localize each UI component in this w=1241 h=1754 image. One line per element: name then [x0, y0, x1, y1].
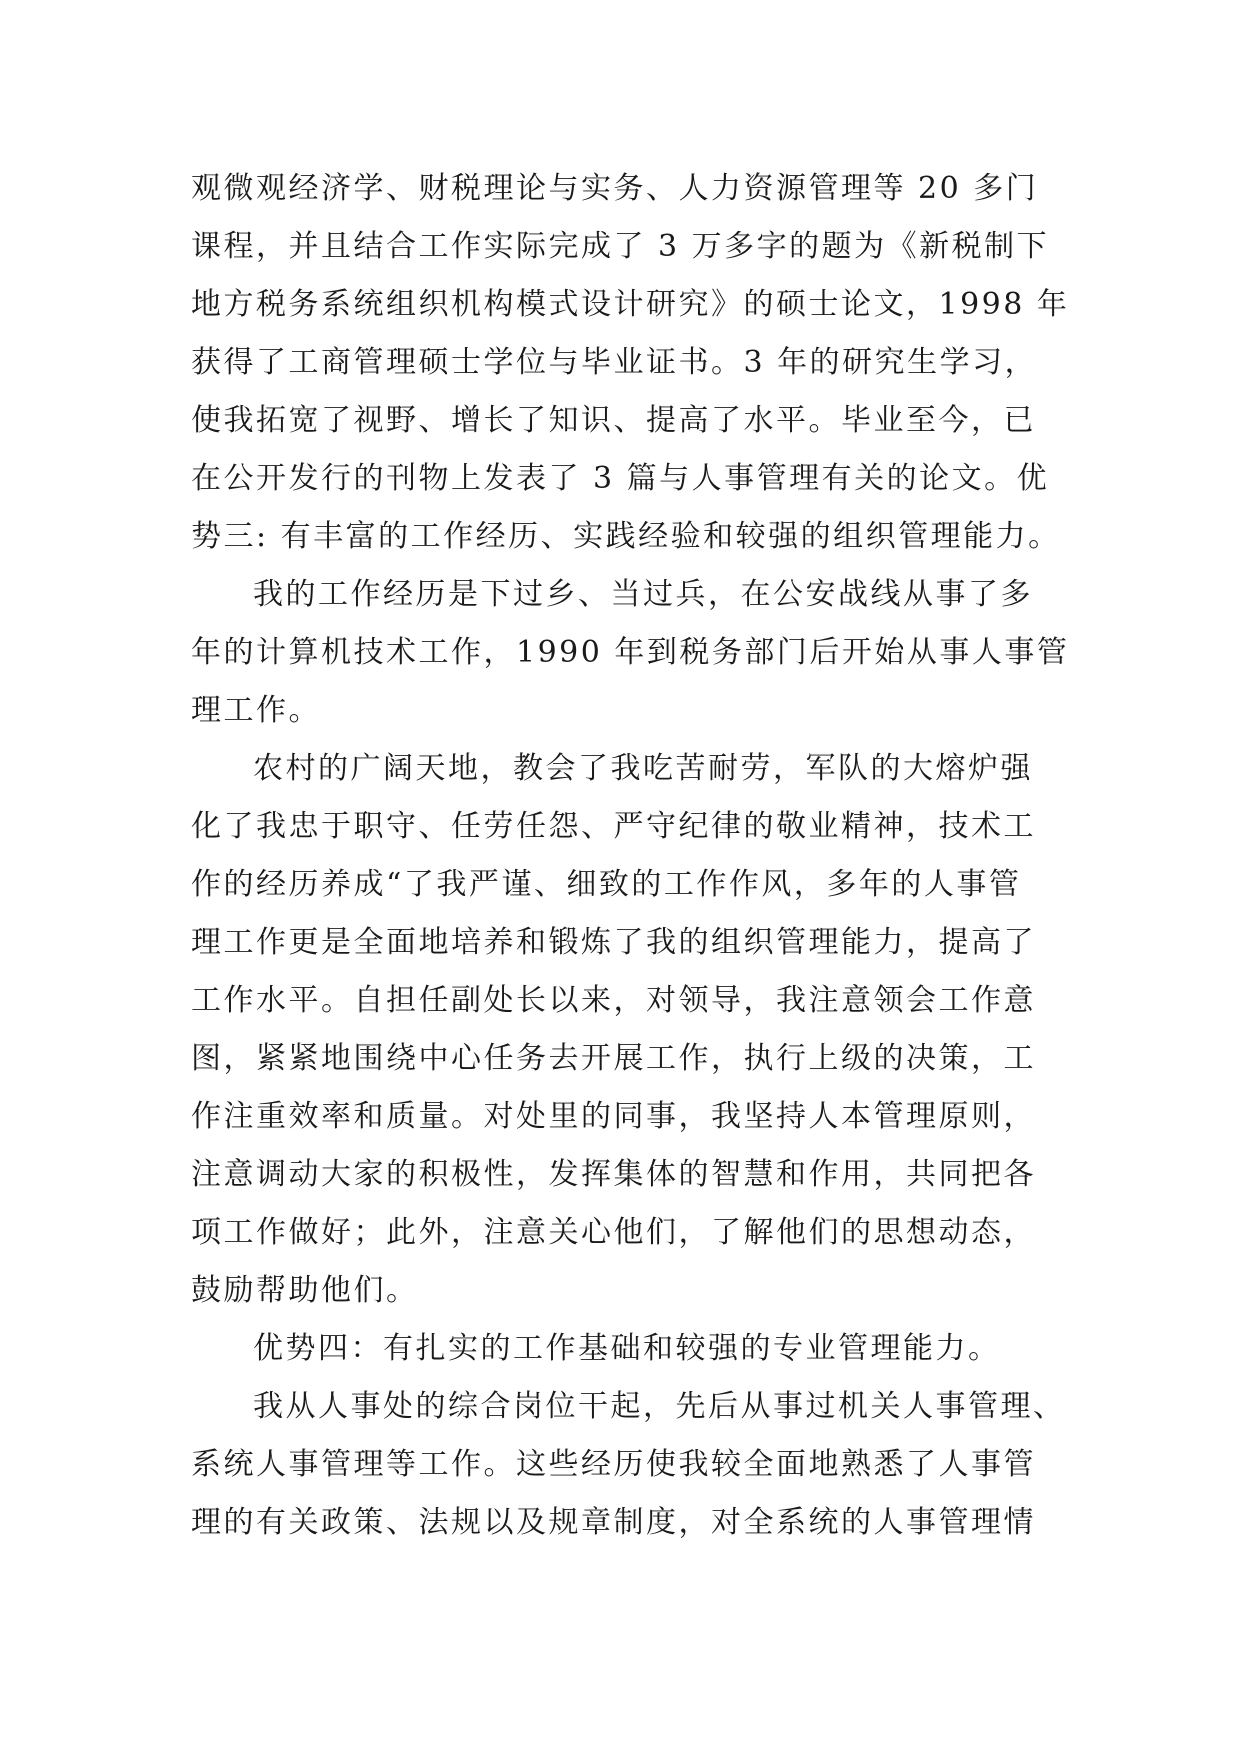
text-line-8: 我的工作经历是下过乡、当过兵，在公安战线从事了多	[253, 577, 1033, 612]
text-line-18: 注意调动大家的积极性，发挥集体的智慧和作用，共同把各	[191, 1157, 1036, 1192]
text-line-24: 理的有关政策、法规以及规章制度，对全系统的人事管理情	[191, 1505, 1036, 1540]
text-line-22: 我从人事处的综合岗位干起，先后从事过机关人事管理、	[253, 1389, 1066, 1424]
text-line-21: 优势四：有扎实的工作基础和较强的专业管理能力。	[253, 1331, 1001, 1366]
text-line-14: 理工作更是全面地培养和锻炼了我的组织管理能力，提高了	[191, 925, 1036, 960]
text-line-16: 图，紧紧地围绕中心任务去开展工作，执行上级的决策，工	[191, 1041, 1036, 1076]
text-line-17: 作注重效率和质量。对处里的同事，我坚持人本管理原则，	[191, 1099, 1036, 1134]
body-text	[191, 160, 1070, 1552]
text-line-6: 在公开发行的刊物上发表了 3 篇与人事管理有关的论文。优	[191, 461, 1050, 496]
text-line-13: 作的经历养成“了我严谨、细致的工作作风，多年的人事管	[191, 867, 1022, 902]
text-line-10: 理工作。	[191, 693, 321, 728]
text-line-2: 课程，并且结合工作实际完成了 3 万多字的题为《新税制下	[191, 229, 1050, 264]
text-line-15: 工作水平。自担任副处长以来，对领导，我注意领会工作意	[191, 983, 1036, 1018]
text-line-4: 获得了工商管理硕士学位与毕业证书。3 年的研究生学习，	[191, 345, 1038, 380]
text-line-9: 年的计算机技术工作，1990 年到税务部门后开始从事人事管	[191, 635, 1070, 670]
text-line-23: 系统人事管理等工作。这些经历使我较全面地熟悉了人事管	[191, 1447, 1036, 1482]
text-line-11: 农村的广阔天地，教会了我吃苦耐劳，军队的大熔炉强	[253, 751, 1033, 786]
text-line-20: 鼓励帮助他们。	[191, 1273, 419, 1308]
text-line-3: 地方税务系统组织机构模式设计研究》的硕士论文，1998 年	[191, 287, 1070, 322]
text-line-19: 项工作做好；此外，注意关心他们，了解他们的思想动态，	[191, 1215, 1036, 1250]
text-line-1: 观微观经济学、财税理论与实务、人力资源管理等 20 多门	[191, 171, 1039, 206]
text-line-7: 势三: 有丰富的工作经历、实践经验和较强的组织管理能力。	[191, 519, 1061, 554]
text-line-12: 化了我忠于职守、任劳任怨、严守纪律的敬业精神，技术工	[191, 809, 1036, 844]
text-line-5: 使我拓宽了视野、增长了知识、提高了水平。毕业至今，已	[191, 403, 1036, 438]
